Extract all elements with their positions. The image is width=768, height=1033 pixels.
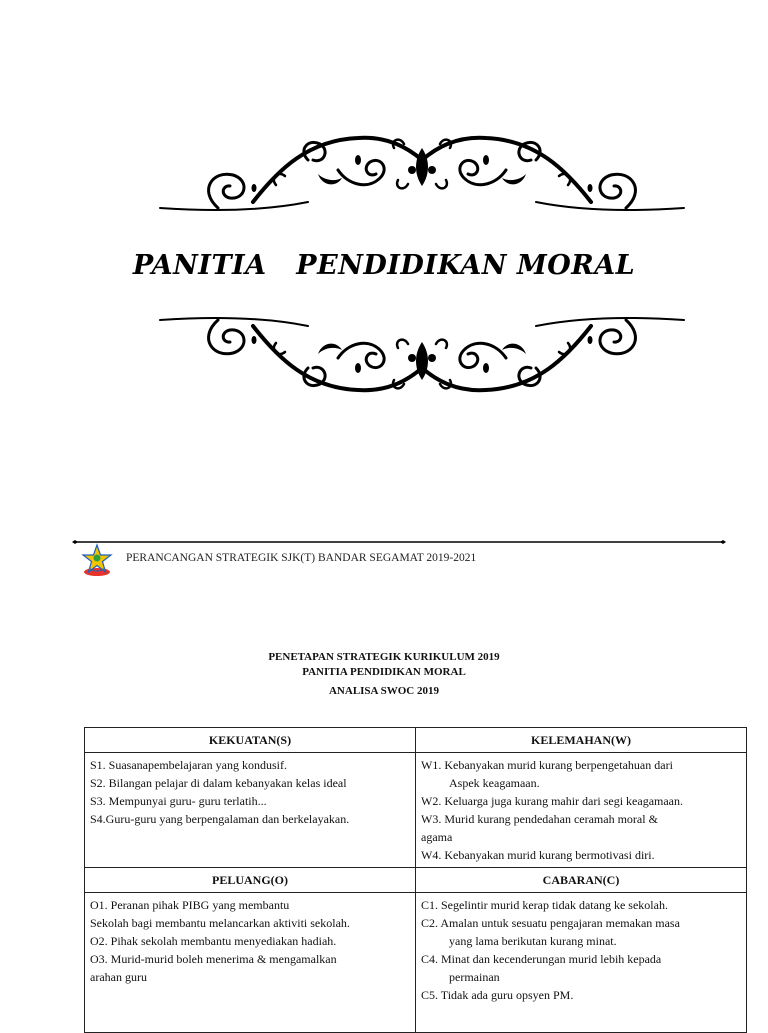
list-item: O1. Peranan pihak PIBG yang membantu [90,898,290,912]
list-item: yang lama berikutan kurang minat. [449,934,617,948]
list-item: S3. Mempunyai guru- guru terlatih... [90,794,267,808]
table-row [85,753,747,868]
bottom-ornament [158,308,686,398]
opportunities-cell [85,893,416,1033]
threats-cell [416,893,747,1033]
page-title: PANITIA PENDIDIKAN MORAL [132,250,636,281]
list-item: S1. Suasanapembelajaran yang kondusif. [90,758,287,772]
list-item: O3. Murid-murid boleh menerima & mengamalkan [90,952,337,966]
opportunities-header: PELUANG(O) [85,868,416,893]
list-item: Aspek keagamaan. [449,776,540,790]
heading-line-2: PANITIA PENDIDIKAN MORAL [302,666,466,678]
school-logo-icon [80,543,114,577]
list-item: O2. Pihak sekolah membantu menyediakan hadiah. [90,934,337,948]
list-item: agama [421,830,453,844]
list-item: C2. Amalan untuk sesuatu pengajaran memakan masa [421,916,680,930]
threats-header: CABARAN(C) [416,868,747,893]
list-item: W4. Kebanyakan murid kurang bermotivasi diri. [421,848,655,862]
list-item: W1. Kebanyakan murid kurang berpengetahuan dari [421,758,673,772]
heading-line-3: ANALISA SWOC 2019 [328,685,440,697]
list-item: S4.Guru-guru yang berpengalaman dan berkelayakan. [90,812,350,826]
header-rule [72,540,726,544]
strengths-header: KEKUATAN(S) [85,728,416,753]
list-item: C5. Tidak ada guru opsyen PM. [421,988,574,1002]
weaknesses-cell [416,753,747,868]
strengths-cell [85,753,416,868]
top-ornament [158,130,686,220]
heading-line-1: PENETAPAN STRATEGIK KURIKULUM 2019 [268,651,500,663]
list-item: arahan guru [90,970,147,984]
list-item: S2. Bilangan pelajar di dalam kebanyakan kelas ideal [90,776,347,790]
list-item: C4. Minat dan kecenderungan murid lebih kepada [421,952,662,966]
list-item: C1. Segelintir murid kerap tidak datang ke sekolah. [421,898,668,912]
list-item: Sekolah bagi membantu melancarkan aktiviti sekolah. [90,916,350,930]
swoc-table [84,727,747,1033]
list-item: permainan [449,970,500,984]
table-header-row [85,868,747,893]
list-item: W3. Murid kurang pendedahan ceramah moral & [421,812,658,826]
document-header: PERANCANGAN STRATEGIK SJK(T) BANDAR SEGAMAT 2019-2021 [126,552,477,564]
weaknesses-header: KELEMAHAN(W) [416,728,747,753]
list-item: W2. Keluarga juga kurang mahir dari segi keagamaan. [421,794,684,808]
table-header-row [85,728,747,753]
table-row [85,893,747,1033]
